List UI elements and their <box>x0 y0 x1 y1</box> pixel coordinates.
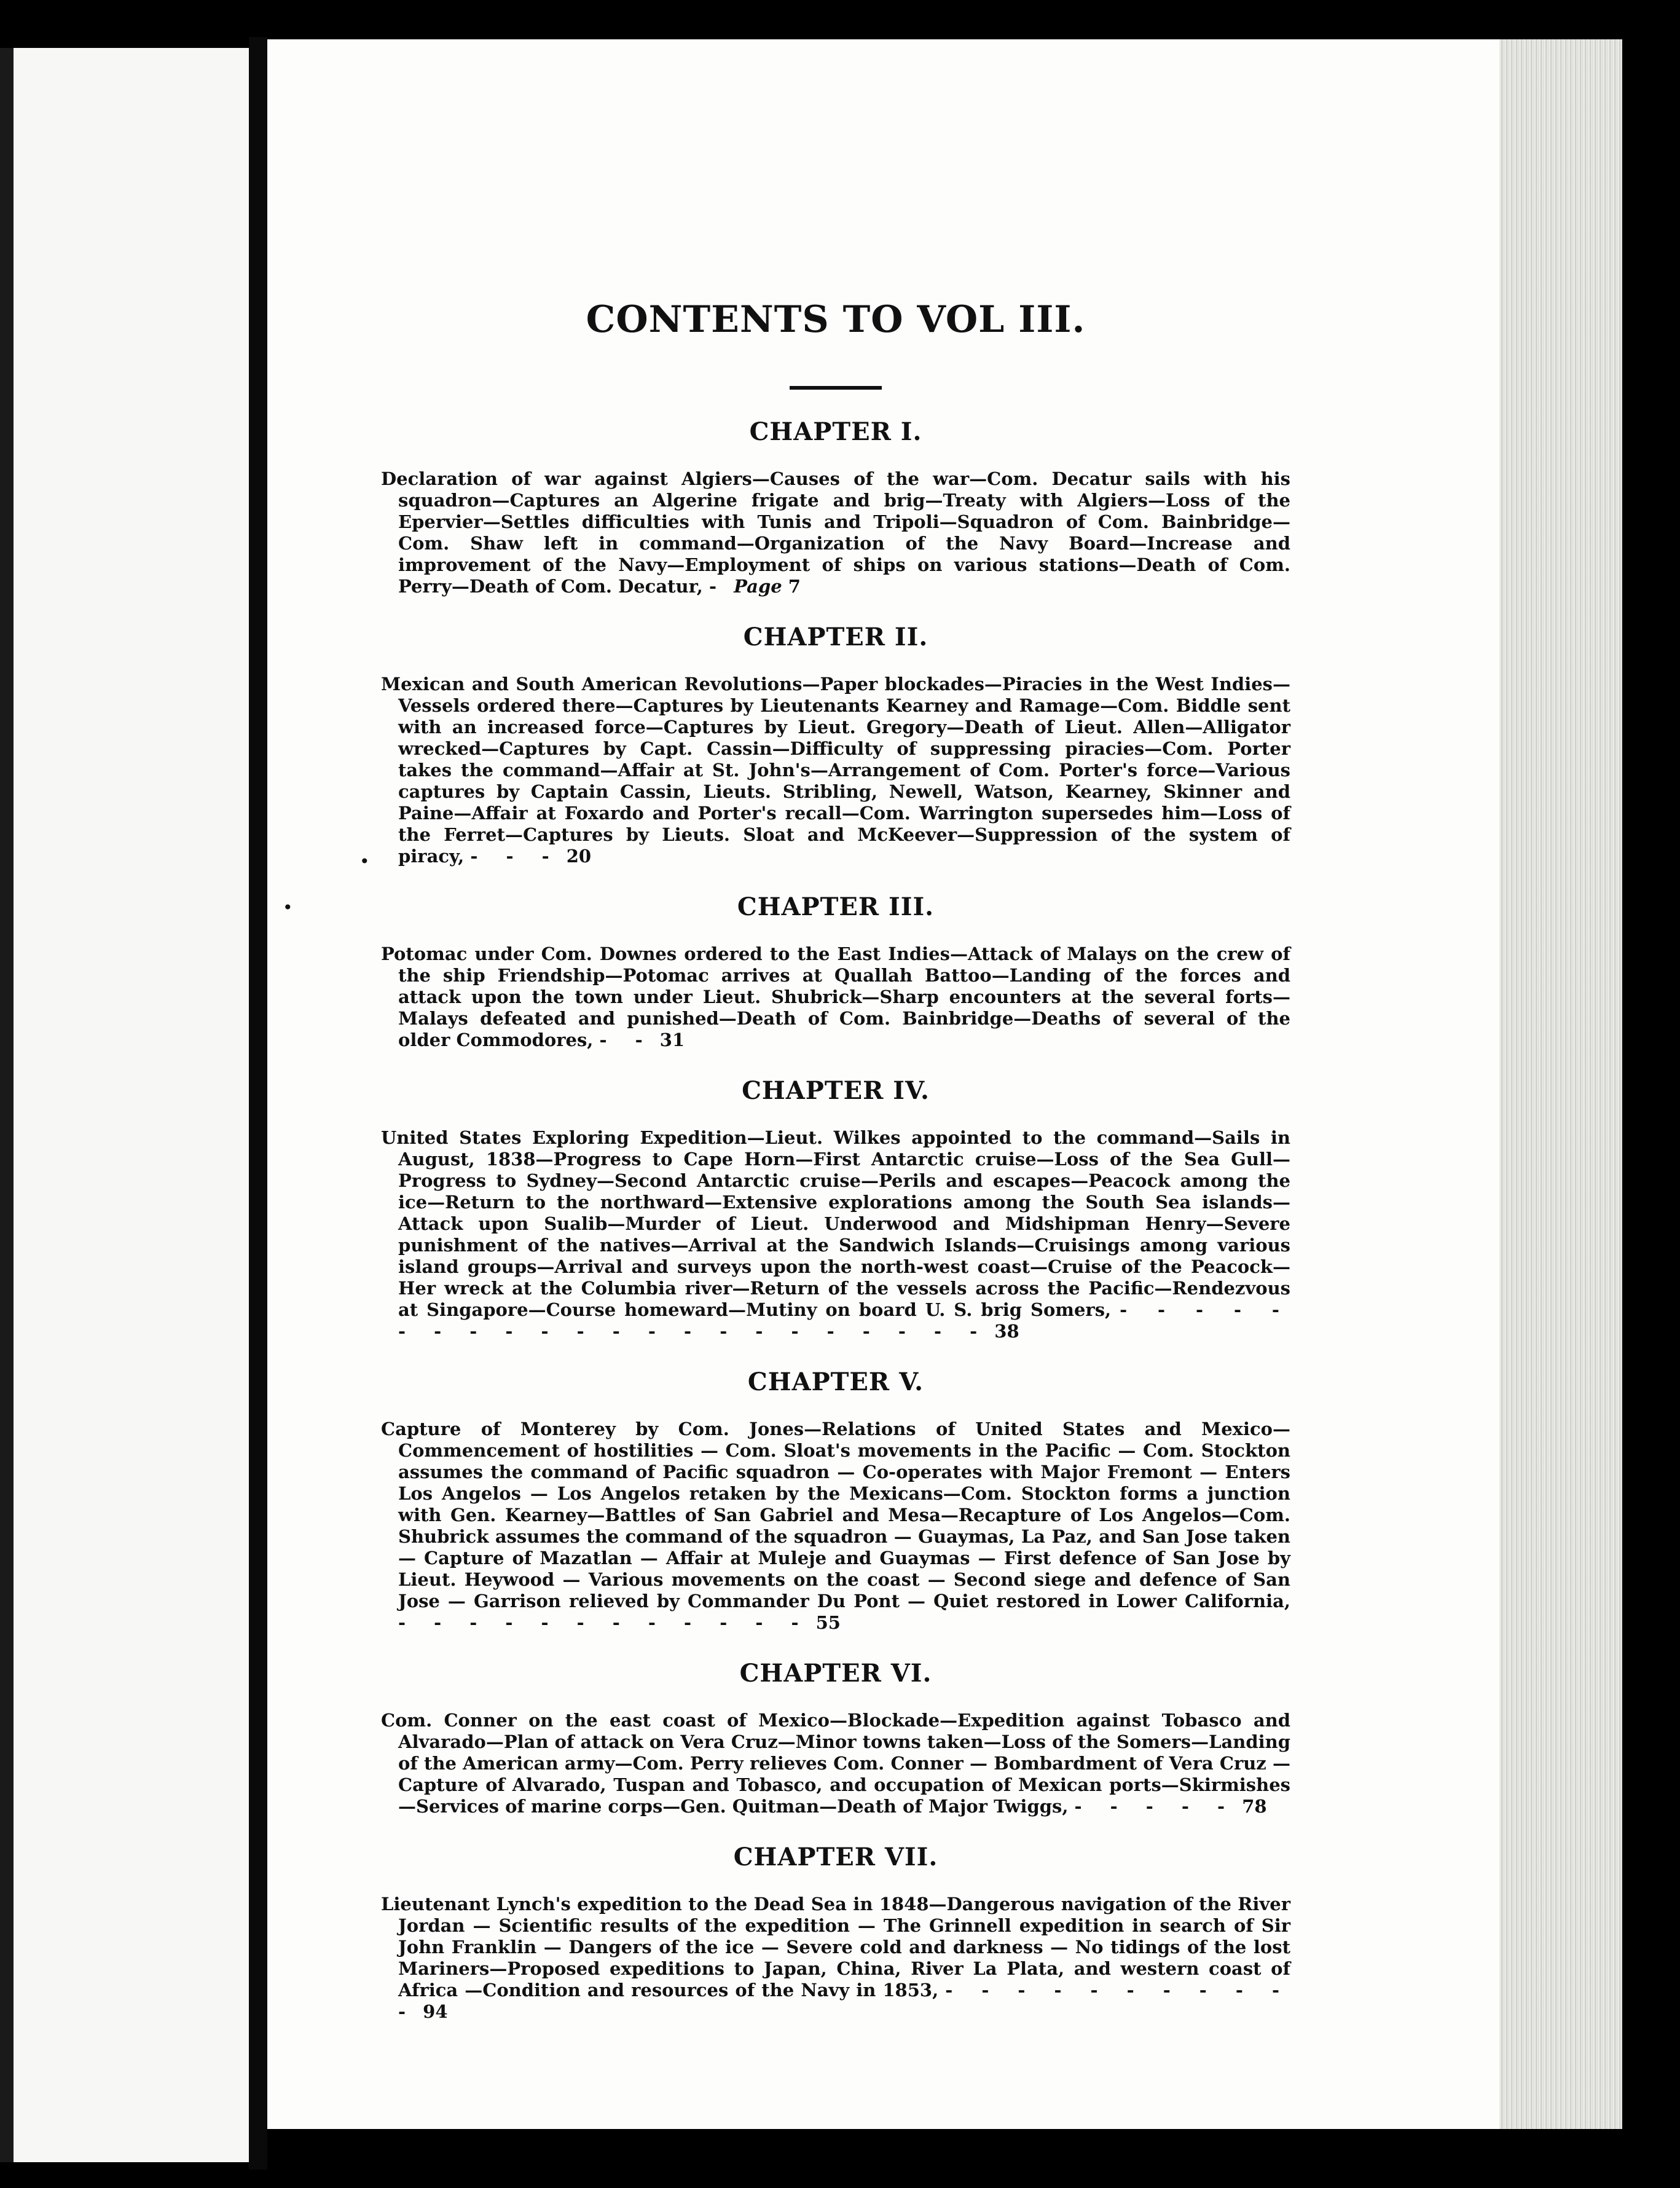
dot-leader: - - - - - - - - - - - - <box>398 1612 810 1633</box>
chapter-entry <box>381 417 1290 597</box>
title-rule <box>790 386 882 390</box>
chapter-heading: CHAPTER III. <box>737 892 935 921</box>
chapter-summary <box>381 1710 1290 1817</box>
scan-border-right <box>1622 39 1680 2129</box>
chapter-summary-text: Com. Conner on the east coast of Mexico—Blockade—Expedition against Tobasco and Alvarado—Plan of attack on Vera Cruz—Minor towns taken—Loss of the Somers—Landing of the American army—Com. Perry relieves Com. Conner — Bombardment of Vera Cruz — Capture of Alvarado, Tuspan and Tobasco, and occupation of Mexican ports—Skirmishes—Services of marine corps—Gen. Quitman—Death of Major Twiggs, <box>381 1710 1290 1817</box>
chapter-entry <box>381 892 1290 1051</box>
page-number: 7 <box>788 576 801 597</box>
left-page-edge <box>0 48 14 2162</box>
chapter-summary <box>381 674 1290 867</box>
ink-spot-mark: • <box>359 851 370 872</box>
page-number: 20 <box>566 846 592 867</box>
chapter-entry <box>381 622 1290 867</box>
dot-leader: - <box>709 576 728 597</box>
ink-spot-mark: • <box>283 897 293 918</box>
book-gutter <box>249 37 267 2170</box>
contents-block <box>381 295 1290 2047</box>
chapter-entry <box>381 1367 1290 1634</box>
page-number: 31 <box>659 1029 685 1050</box>
chapter-summary-text: United States Exploring Expedition—Lieut. Wilkes appointed to the command—Sails in August, 1838—Progress to Cape Horn—First Antarctic cruise—Loss of the Sea Gull—Progress to Sydney—Second Antarctic cruise—Perils and escapes—Peacock among the ice—Return to the northward—Extensive explorations among the South Sea islands—Attack upon Sualib—Murder of Lieut. Underwood and Midshipman Henry—Severe punishment of the natives—Arrival at the Sandwich Islands—Cruisings among various island groups—Arrival and surveys upon the north-west coast—Cruise of the Peacock—Her wreck at the Columbia river—Return of the vessels across the Pacific—Rendezvous at Singapore—Course homeward—Mutiny on board U. S. brig Somers, <box>381 1127 1290 1320</box>
chapter-summary-text: Declaration of war against Algiers—Causes of the war—Com. Decatur sails with his squadron—Captures an Algerine frigate and brig—Treaty with Algiers—Loss of the Epervier—Settles difficulties with Tunis and Tripoli—Squadron of Com. Bainbridge—Com. Shaw left in command—Organization of the Navy Board—Increase and improvement of the Navy—Employment of ships on various stations—Death of Com. Perry—Death of Com. Decatur, <box>381 468 1290 597</box>
scan-border-bottom <box>267 2129 1622 2188</box>
left-page <box>0 48 251 2162</box>
chapter-heading: CHAPTER IV. <box>742 1076 930 1105</box>
page-number: 78 <box>1242 1796 1267 1817</box>
dot-leader: - - <box>599 1029 654 1050</box>
chapter-summary <box>381 468 1290 597</box>
chapter-summary-text: Potomac under Com. Downes ordered to the East Indies—Attack of Malays on the crew of the ship Friendship—Potomac arrives at Quallah Battoo—Landing of the forces and attack upon the town under Lieut. Shubrick—Sharp encounters at the several forts—Malays defeated and punished—Death of Com. Bainbridge—Deaths of several of the older Commodores, <box>381 943 1290 1050</box>
dot-leader: - - - <box>470 846 560 867</box>
chapter-list <box>381 417 1290 2023</box>
page-label: Page <box>734 576 782 597</box>
chapter-entry <box>381 1076 1290 1342</box>
chapter-entry <box>381 1842 1290 2023</box>
chapter-heading: CHAPTER VII. <box>733 1843 938 1871</box>
chapter-summary-text: Mexican and South American Revolutions—Paper blockades—Piracies in the West Indies—Vessels ordered there—Captures by Lieutenants Kearney and Ramage—Com. Biddle sent with an increased force—Captures by Lieut. Gregory—Death of Lieut. Allen—Alligator wrecked—Captures by Capt. Cassin—Difficulty of suppressing piracies—Com. Porter takes the command—Affair at St. John's—Arrangement of Com. Porter's force—Various captures by Captain Cassin, Lieuts. Stribling, Newell, Watson, Kearney, Skinner and Paine—Affair at Foxardo and Porter's recall—Com. Warrington supersedes him—Loss of the Ferret—Captures by Lieuts. Sloat and McKeever—Suppression of the system of piracy, <box>381 674 1290 867</box>
chapter-summary <box>381 1127 1290 1342</box>
chapter-summary <box>381 943 1290 1051</box>
chapter-summary <box>381 1419 1290 1634</box>
dot-leader: - - - - - - - - - - - <box>398 1980 1290 2022</box>
dot-leader: - - - - - - - - - - - - - - - - - - - - - - <box>398 1299 1290 1342</box>
chapter-entry <box>381 1658 1290 1817</box>
page-stack-edge <box>1499 39 1622 2129</box>
chapter-summary-text: Capture of Monterey by Com. Jones—Relations of United States and Mexico—Commencement of hostilities — Com. Sloat's movements in the Pacific — Com. Stockton assumes the command of Pacific squadron — Co-operates with Major Fremont — Enters Los Angelos — Los Angelos retaken by the Mexicans—Com. Stockton forms a junction with Gen. Kearney—Battles of San Gabriel and Mesa—Recapture of Los Angelos—Com. Shubrick assumes the command of the squadron — Guaymas, La Paz, and San Jose taken — Capture of Mazatlan — Affair at Muleje and Guaymas — First defence of San Jose by Lieut. Heywood — Various movements on the coast — Second siege and defence of San Jose — Garrison relieved by Commander Du Pont — Quiet restored in Lower California, <box>381 1419 1290 1611</box>
chapter-summary <box>381 1894 1290 2023</box>
dot-leader: - - - - - <box>1074 1796 1236 1817</box>
page-number: 38 <box>994 1321 1019 1342</box>
chapter-summary-text: Lieutenant Lynch's expedition to the Dead Sea in 1848—Dangerous navigation of the River Jordan — Scientific results of the expedition — The Grinnell expedition in search of Sir John Franklin — Dangers of the ice — Severe cold and darkness — No tidings of the lost Mariners—Proposed expeditions to Japan, China, River La Plata, and western coast of Africa —Condition and resources of the Navy in 1853, <box>381 1894 1290 2001</box>
chapter-heading: CHAPTER VI. <box>739 1659 932 1688</box>
page-title: CONTENTS TO VOL III. <box>586 298 1086 341</box>
page-number: 94 <box>423 2001 448 2022</box>
chapter-heading: CHAPTER II. <box>743 623 928 651</box>
page-number: 55 <box>815 1612 841 1633</box>
chapter-heading: CHAPTER V. <box>747 1368 924 1396</box>
chapter-heading: CHAPTER I. <box>749 417 922 446</box>
